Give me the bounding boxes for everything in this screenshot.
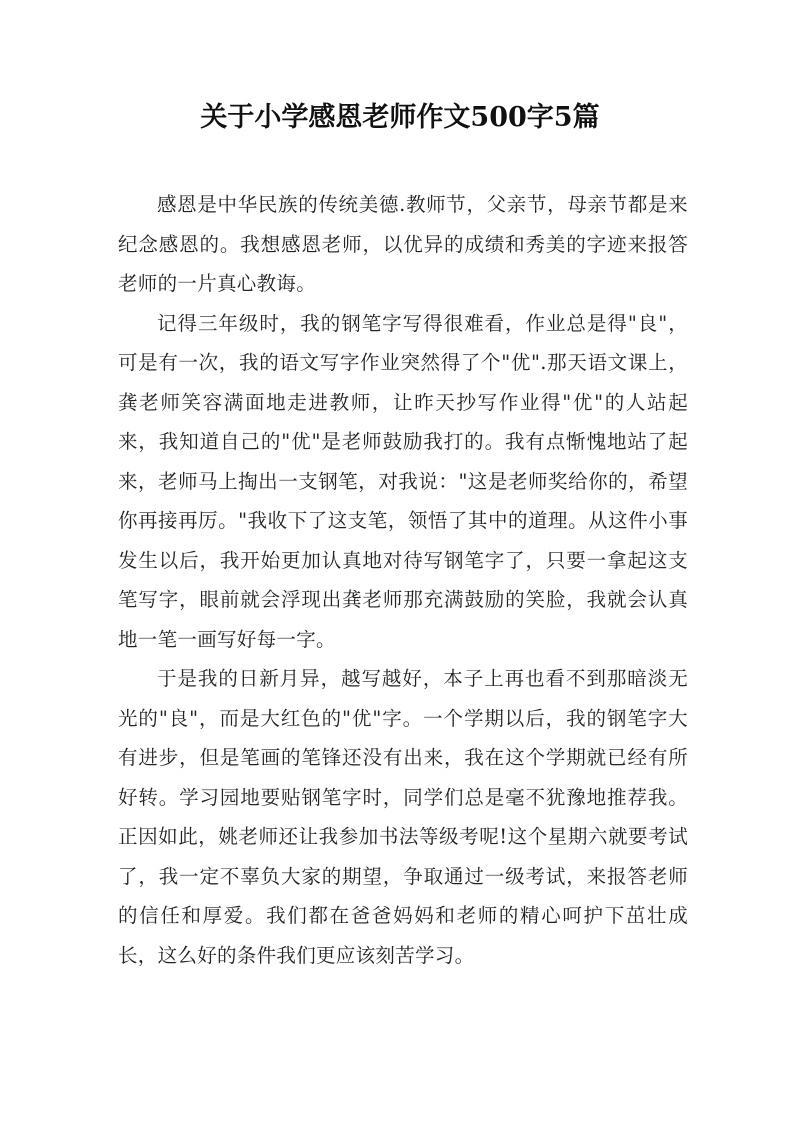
paragraph: 记得三年级时，我的钢笔字写得很难看，作业总是得"良"，可是有一次，我的语文写字作业突然得了个"优".那天语文课上，龚老师笑容满面地走进教师，让昨天抄写作业得"优"的人站起来，我知道自己的"优"是老师鼓励我打的。我有点惭愧地站了起来，老师马上掏出一支钢笔，对我说："这是老师奖给你的，希望你再接再厉。"我收下了这支笔，领悟了其中的道理。从这件小事发生以后，我开始更加认真地对待写钢笔字了，只要一拿起这支笔写字，眼前就会浮现出龚老师那充满鼓励的笑脸，我就会认真地一笔一画写好每一字。 <box>118 311 688 651</box>
paragraph: 感恩是中华民族的传统美德.教师节，父亲节，母亲节都是来纪念感恩的。我想感恩老师，以优异的成绩和秀美的字迹来报答老师的一片真心教诲。 <box>118 193 688 295</box>
paragraph: 于是我的日新月异，越写越好，本子上再也看不到那暗淡无光的"良"，而是大红色的"优"字。一个学期以后，我的钢笔字大有进步，但是笔画的笔锋还没有出来，我在这个学期就已经有所好转。学习园地要贴钢笔字时，同学们总是毫不犹豫地推荐我。正因如此，姚老师还让我参加书法等级考呢!这个星期六就要考试了，我一定不辜负大家的期望，争取通过一级考试，来报答老师的信任和厚爱。我们都在爸爸妈妈和老师的精心呵护下茁壮成长，这么好的条件我们更应该刻苦学习。 <box>118 667 688 967</box>
document-title: 关于小学感恩老师作文500字5篇 <box>200 102 600 133</box>
document-body <box>118 185 688 975</box>
